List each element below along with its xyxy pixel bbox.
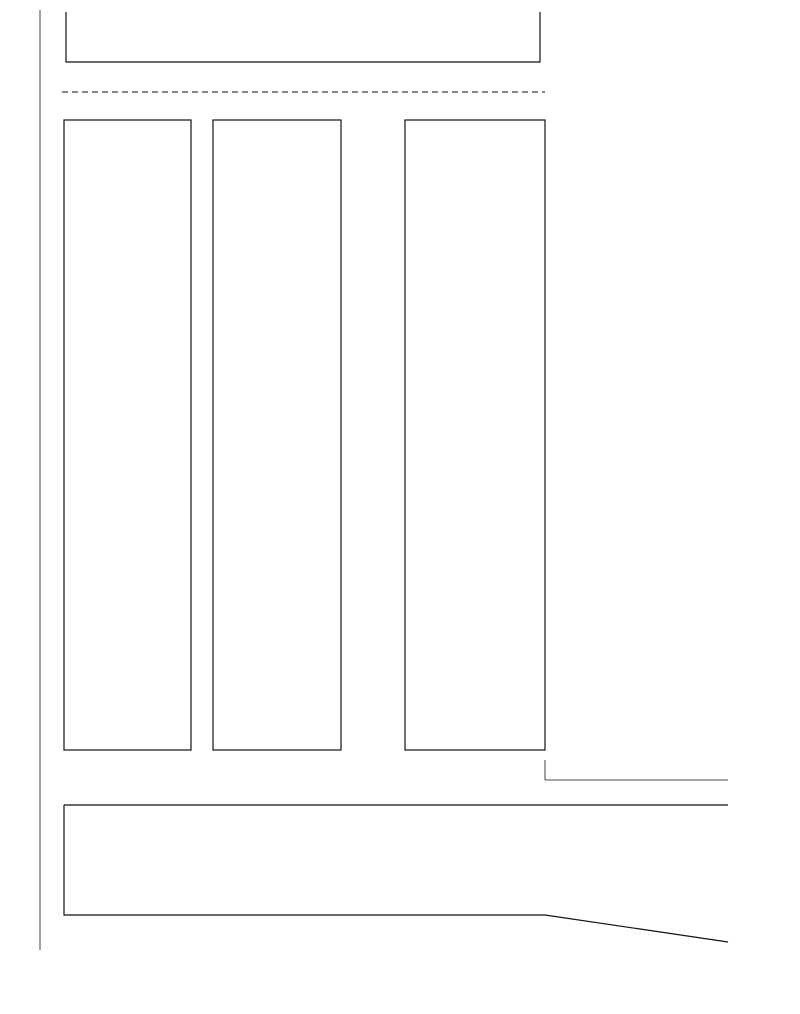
block-middle <box>213 120 341 750</box>
block-left <box>64 120 191 750</box>
block-right <box>405 120 545 750</box>
duncan-lot-boundary <box>66 12 540 62</box>
bottom-strip-lower-edge <box>64 805 728 942</box>
